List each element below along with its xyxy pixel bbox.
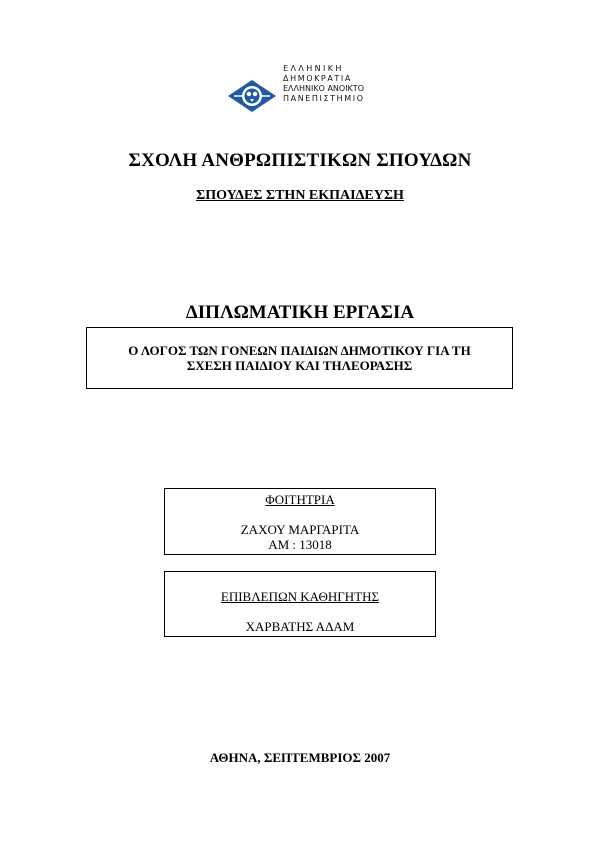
logo-text-line: ΔΗΜΟΚΡΑΤΙΑ (283, 74, 352, 83)
thesis-title-line: ΣΧΕΣΗ ΠΑΙΔΙΟΥ ΚΑΙ ΤΗΛΕΟΡΑΣΗΣ (186, 358, 413, 373)
student-id: ΑΜ : 13018 (268, 537, 332, 552)
school-heading: ΣΧΟΛΗ ΑΝΘΡΩΠΙΣΤΙΚΩΝ ΣΠΟΥΔΩΝ (128, 150, 472, 171)
thesis-title-line: Ο ΛΟΓΟΣ ΤΩΝ ΓΟΝΕΩΝ ΠΑΙΔΙΩΝ ΔΗΜΟΤΙΚΟΥ ΓΙΑ ΤΗ (128, 343, 471, 358)
supervisor-box (164, 571, 436, 637)
place-date-footer: ΑΘΗΝΑ, ΣΕΠΤΕΜΒΡΙΟΣ 2007 (209, 750, 391, 765)
document-type-heading: ΔΙΠΛΩΜΑΤΙΚΗ ΕΡΓΑΣΙΑ (185, 302, 415, 323)
student-box (164, 488, 436, 555)
university-logo (226, 64, 386, 124)
supervisor-name: ΧΑΡΒΑΤΗΣ ΑΔΑΜ (245, 619, 355, 634)
logo-text-line: ΕΛΛΗΝΙΚΟ ΑΝΟΙΚΤΟ (283, 84, 364, 93)
program-heading: ΣΠΟΥΔΕΣ ΣΤΗΝ ΕΚΠΑΙΔΕΥΣΗ (196, 188, 404, 203)
supervisor-label: ΕΠΙΒΛΕΠΩΝ ΚΑΘΗΓΗΤΗΣ (220, 589, 380, 604)
thesis-title-box (86, 327, 513, 389)
student-name: ΖΑΧΟΥ ΜΑΡΓΑΡΙΤΑ (240, 522, 360, 537)
student-label: ΦΟΙΤΗΤΡΙΑ (265, 492, 335, 507)
logo-text-line: ΕΛΛΗΝΙΚΗ (283, 64, 344, 73)
logo-text-line: ΠΑΝΕΠΙΣΤΗΜΙΟ (283, 94, 365, 103)
owl-emblem-icon (226, 78, 278, 114)
